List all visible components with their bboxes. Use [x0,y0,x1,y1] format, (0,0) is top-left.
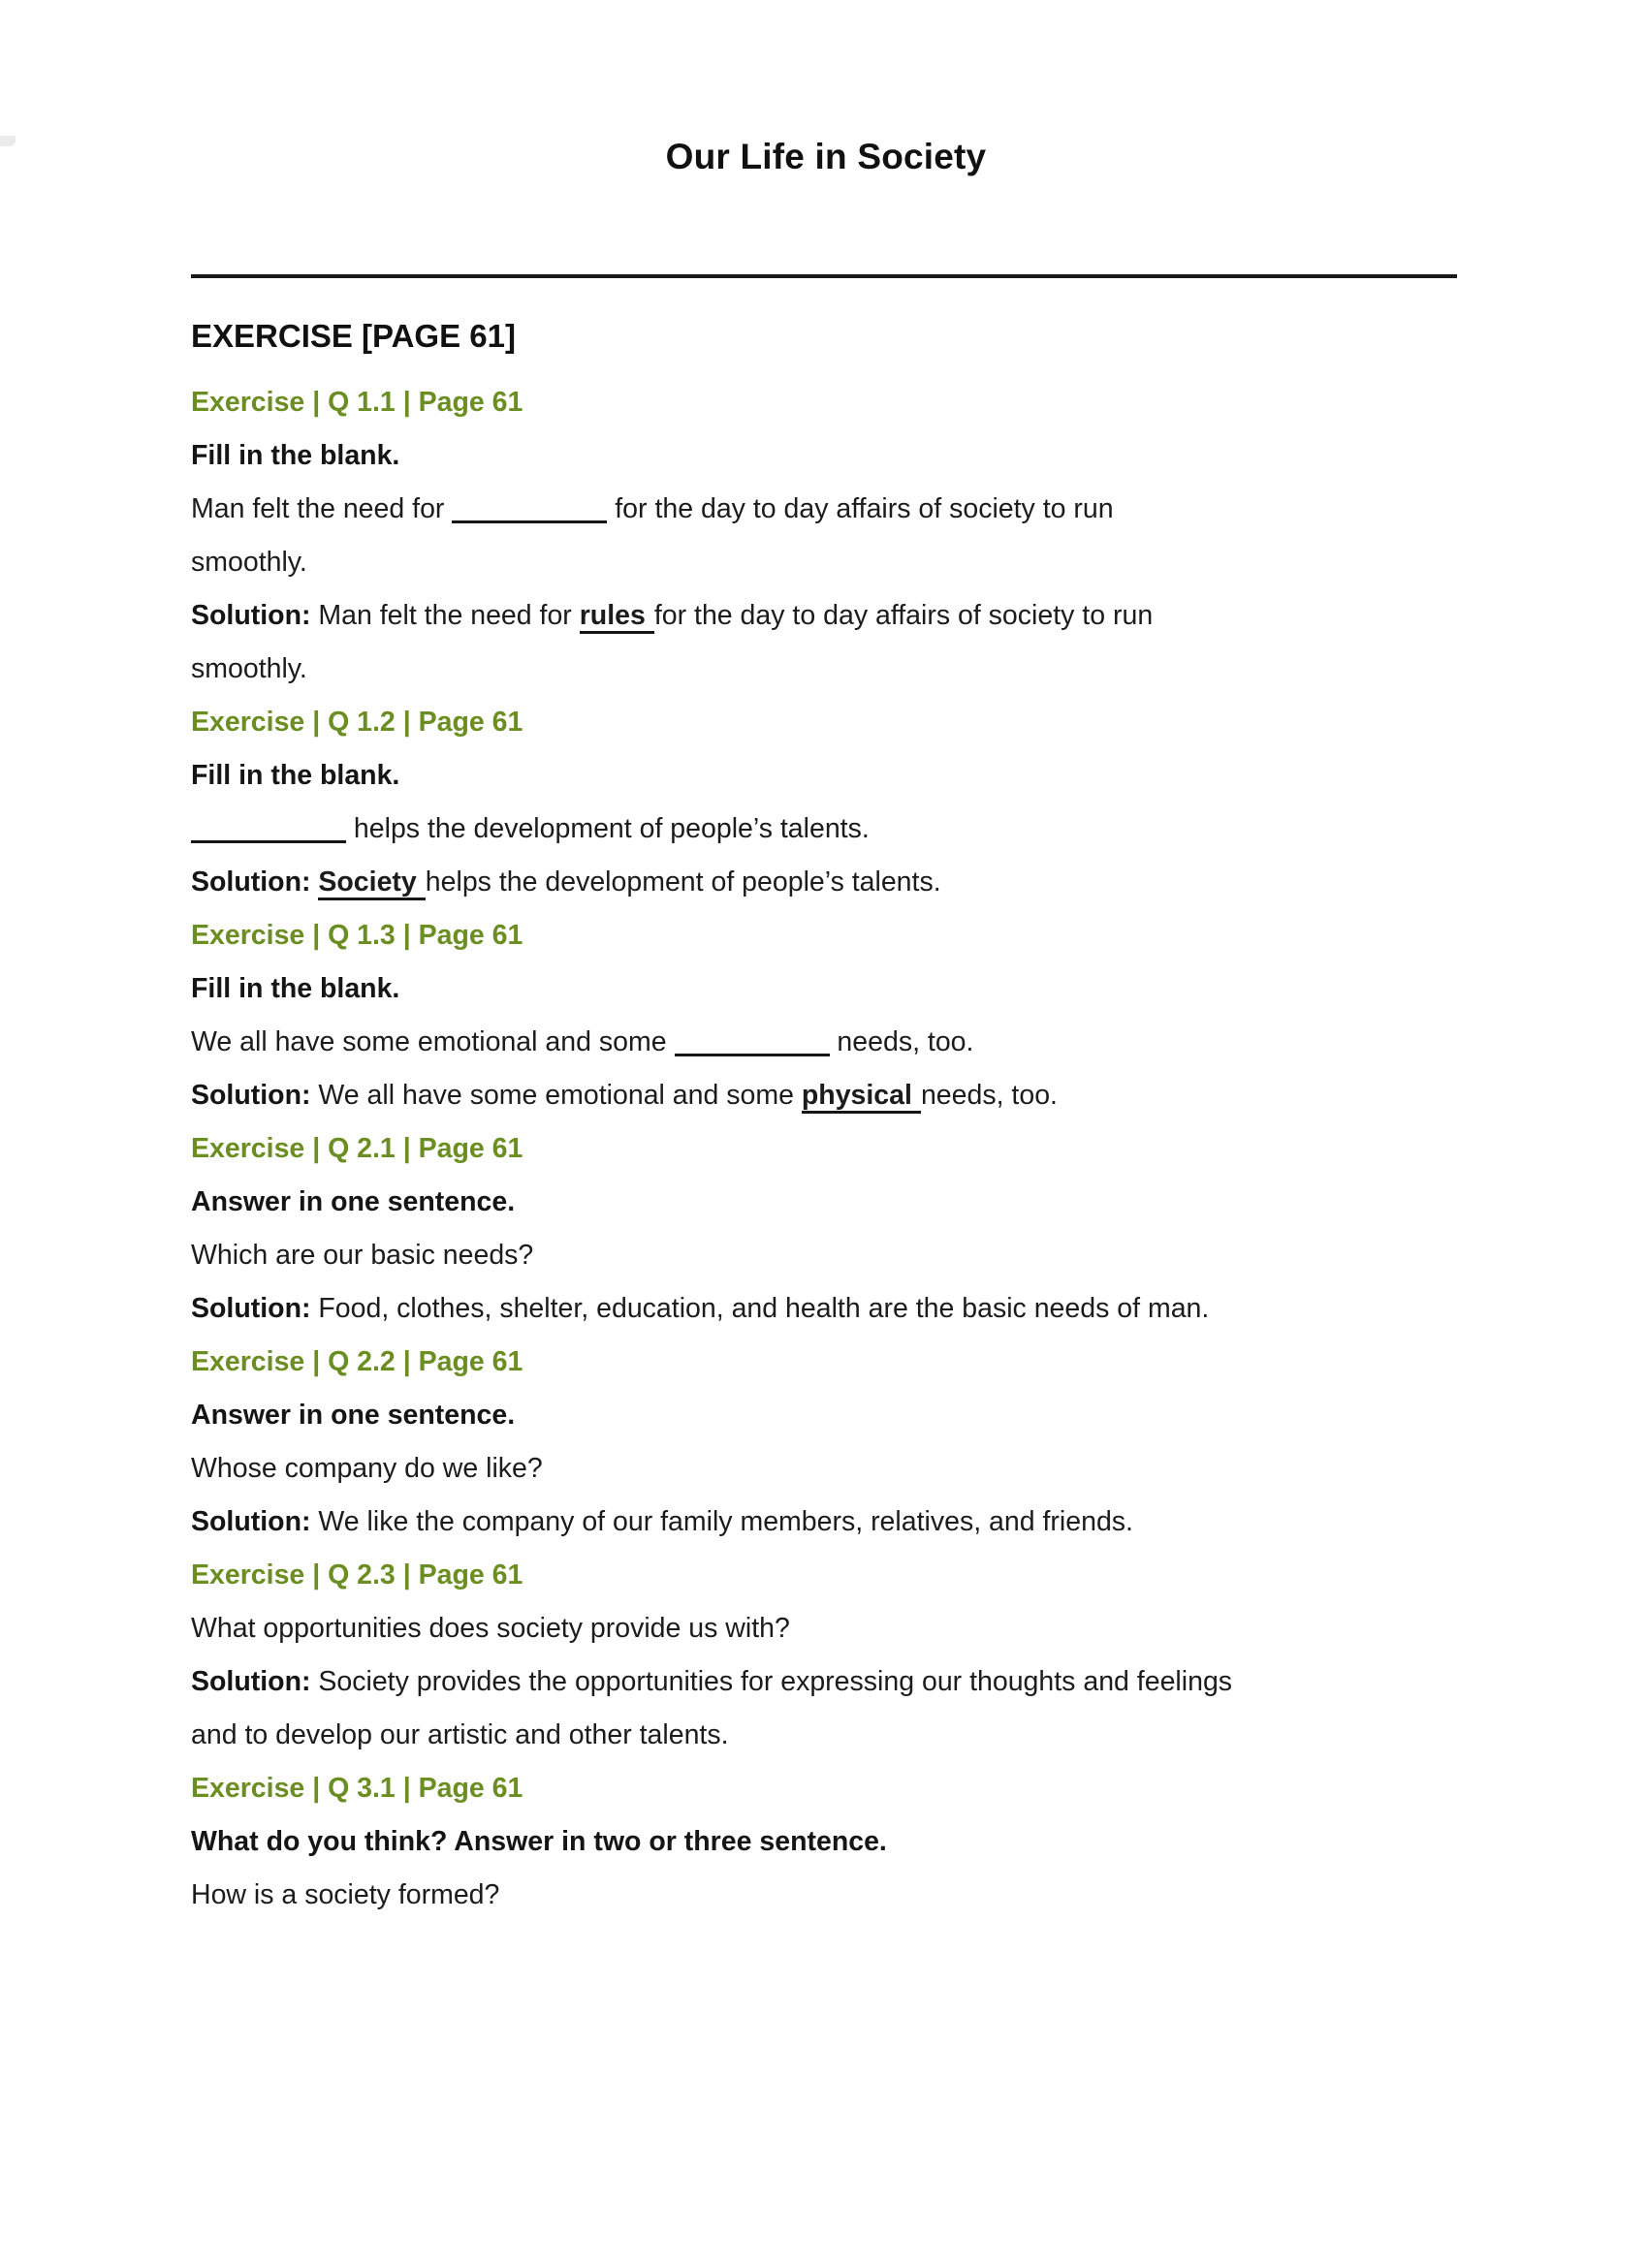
text-run: Man felt the need for [191,493,453,524]
instruction-text: Fill in the blank. [191,440,400,471]
blank-line [452,488,607,523]
solution-line [191,1282,1461,1336]
exercise-ref-link[interactable]: Exercise | Q 3.1 | Page 61 [191,1773,523,1804]
solution-line [191,1655,1461,1762]
text-run: for the day to day affairs of society to run [607,493,1114,524]
text-run: We all have some emotional and some [191,1026,675,1057]
exercise-ref-link[interactable]: Exercise | Q 2.2 | Page 61 [191,1346,523,1377]
exercise-ref-link[interactable]: Exercise | Q 1.2 | Page 61 [191,707,523,738]
instruction-text: Fill in the blank. [191,760,400,791]
blank-line [675,1021,830,1056]
text-run: Man felt the need for [310,600,580,631]
question-line [191,1869,1461,1922]
question-line [191,1016,1461,1069]
screenshot-corner-artifact [0,136,16,146]
solution-line [191,856,1461,909]
blank-line [191,807,346,843]
text-run: Food, clothes, shelter, education, and health are the basic needs of man. [310,1293,1210,1324]
text-run: smoothly. [191,547,307,578]
instruction-text: Answer in one sentence. [191,1186,516,1217]
solution-label: Solution: [191,866,311,898]
exercise-ref-link[interactable]: Exercise | Q 1.3 | Page 61 [191,920,523,951]
exercise-list [191,376,1461,1922]
text-run: for the day to day affairs of society to run [653,600,1154,631]
instruction-text: What do you think? Answer in two or three sentence. [191,1826,887,1857]
title-divider [191,274,1457,278]
question-line [191,1442,1461,1496]
question-line [191,1229,1461,1282]
text-run: Which are our basic needs? [191,1240,534,1271]
solution-label: Solution: [191,1506,311,1537]
text-run: helps the development of people’s talents. [346,813,870,844]
answer-underlined: rules [580,600,654,634]
question-line [191,483,1461,589]
text-run: needs, too. [920,1080,1058,1111]
solution-label: Solution: [191,1293,311,1324]
exercise-ref-link[interactable]: Exercise | Q 2.3 | Page 61 [191,1559,523,1591]
solution-label: Solution: [191,1666,311,1697]
text-run: helps the development of people’s talents. [425,866,941,898]
solution-line [191,589,1461,696]
solution-label: Solution: [191,600,311,631]
page-title: Our Life in Society [665,137,987,176]
text-run: What opportunities does society provide us with? [191,1613,790,1644]
text-run: We like the company of our family members, relatives, and friends. [310,1506,1133,1537]
question-line [191,1602,1461,1655]
exercise-ref-link[interactable]: Exercise | Q 2.1 | Page 61 [191,1133,523,1164]
text-run: Whose company do we like? [191,1453,543,1484]
text-run: smoothly. [191,653,307,684]
solution-line [191,1496,1461,1549]
text-run: needs, too. [829,1026,974,1057]
instruction-text: Fill in the blank. [191,973,400,1004]
answer-underlined: physical [802,1080,921,1114]
solution-label: Solution: [191,1080,311,1111]
text-run: Society provides the opportunities for expressing our thoughts and feelings [310,1666,1233,1697]
section-heading: EXERCISE [PAGE 61] [191,318,516,354]
answer-underlined: Society [318,866,425,900]
instruction-text: Answer in one sentence. [191,1400,516,1431]
exercise-ref-link[interactable]: Exercise | Q 1.1 | Page 61 [191,387,523,418]
text-run: How is a society formed? [191,1879,500,1910]
text-run: and to develop our artistic and other talents. [191,1719,729,1750]
document-page [191,136,1461,1922]
text-run: We all have some emotional and some [310,1080,802,1111]
solution-line [191,1069,1461,1122]
question-line [191,803,1461,856]
